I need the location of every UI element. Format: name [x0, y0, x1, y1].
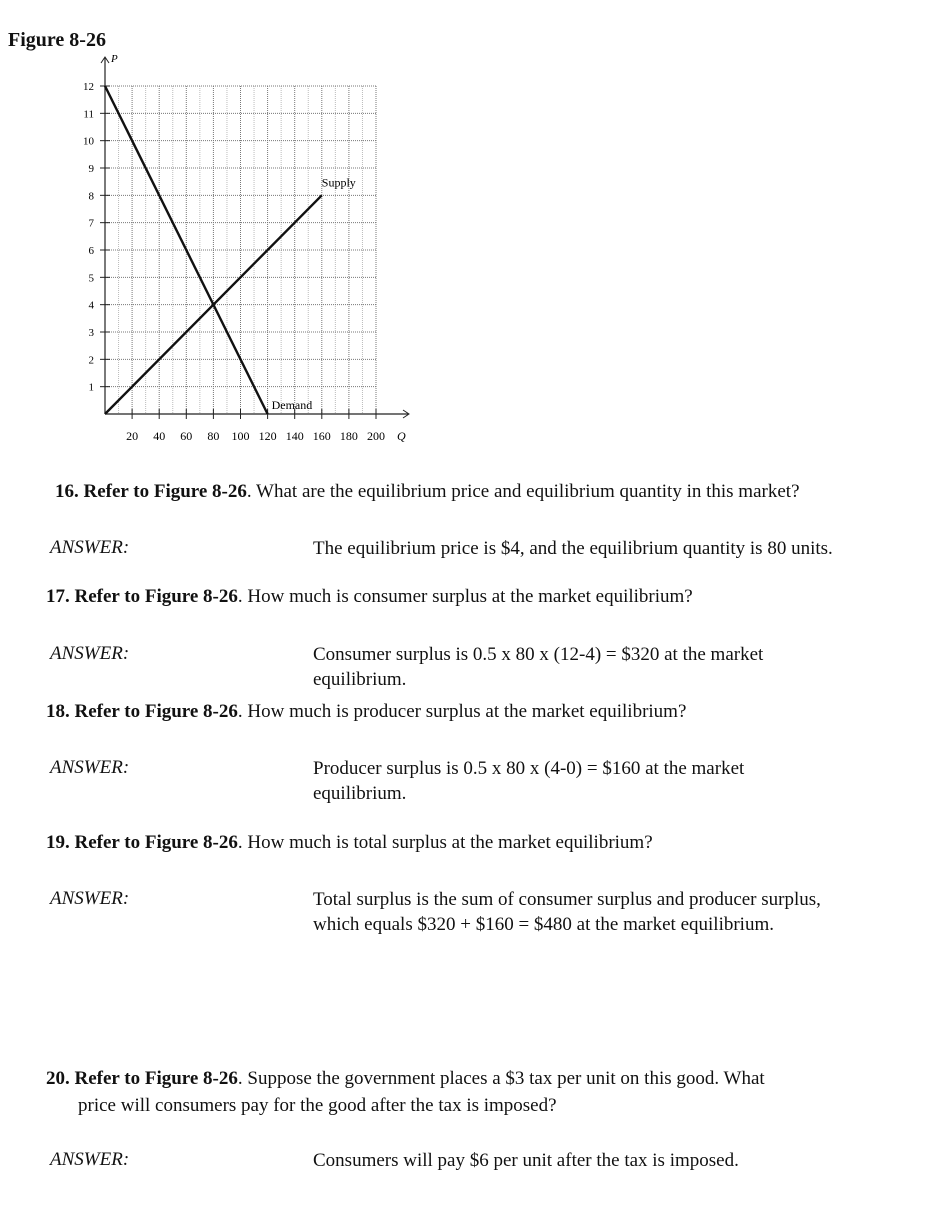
answer-text: [313, 1148, 739, 1173]
question-number: 19.: [46, 832, 70, 853]
question-text: . How much is total surplus at the market equilibrium?: [237, 832, 653, 853]
y-tick-label: 11: [83, 108, 94, 121]
series-label-demand: Demand: [271, 398, 313, 412]
question-ref: Refer to Figure 8-26: [74, 832, 238, 853]
answer-line: Total surplus is the sum of consumer surplus and producer surplus,: [313, 889, 821, 910]
question-20: [46, 1068, 765, 1090]
answer-line: which equals $320 + $160 = $480 at the market equilibrium.: [313, 914, 774, 935]
x-tick-label: 120: [258, 429, 277, 443]
answer-label: ANSWER:: [50, 1149, 130, 1170]
y-tick-label: 9: [88, 163, 94, 175]
question-18: [46, 701, 686, 723]
question-ref: Refer to Figure 8-26: [74, 701, 238, 722]
y-tick-label: 4: [88, 299, 94, 312]
question-text: . Suppose the government places a $3 tax per unit on this good. What: [237, 1068, 765, 1089]
question-ref: Refer to Figure 8-26: [74, 1068, 238, 1089]
question-16: [55, 481, 800, 503]
answer-line: Producer surplus is 0.5 x 80 x (4-0) = $160 at the market: [313, 758, 745, 779]
answer-label: ANSWER:: [50, 888, 130, 909]
x-tick-label: 160: [312, 429, 331, 443]
y-tick-label: 7: [88, 217, 94, 230]
series-label-supply: Supply: [321, 175, 356, 190]
question-number: 18.: [46, 701, 70, 722]
y-tick-label: 3: [88, 327, 94, 339]
y-tick-label: 10: [83, 135, 94, 148]
x-tick-label: 200: [367, 429, 385, 443]
x-tick-label: 140: [285, 429, 304, 443]
answer-line: The equilibrium price is $4, and the equilibrium quantity is 80 units.: [313, 538, 833, 559]
figure-title: Figure 8-26: [8, 29, 106, 51]
chart-grid: [105, 86, 376, 414]
answer-line: Consumer surplus is 0.5 x 80 x (12-4) = $320 at the market: [313, 644, 764, 665]
question-text: . What are the equilibrium price and equilibrium quantity in this market?: [246, 481, 800, 502]
x-tick-label: 180: [339, 429, 358, 443]
question-text-continued: price will consumers pay for the good after the tax is imposed?: [78, 1095, 557, 1116]
answer-label: ANSWER:: [50, 757, 130, 778]
question-17: [46, 586, 693, 608]
question-ref: Refer to Figure 8-26: [83, 481, 247, 502]
answer-text: [313, 642, 763, 692]
answer-text: [313, 887, 821, 937]
answer-label: ANSWER:: [50, 643, 130, 664]
x-tick-label: 60: [180, 429, 193, 443]
x-tick-label: 40: [153, 429, 166, 443]
answer-label: ANSWER:: [50, 537, 130, 558]
y-tick-label: 1: [88, 381, 94, 394]
question-text: . How much is producer surplus at the market equilibrium?: [237, 701, 687, 722]
question-number: 20.: [46, 1068, 70, 1089]
answer-text: [313, 536, 833, 561]
y-tick-label: 6: [88, 245, 94, 257]
y-tick-label: 8: [88, 190, 94, 203]
question-19: [46, 832, 653, 854]
chart-series: [105, 86, 356, 414]
y-axis-label: P: [111, 53, 118, 65]
question-text: . How much is consumer surplus at the market equilibrium?: [237, 586, 693, 607]
x-axis-label: Q: [397, 429, 406, 443]
answer-line: equilibrium.: [313, 669, 407, 690]
y-tick-label: 5: [88, 272, 94, 285]
answer-text: [313, 756, 744, 806]
question-ref: Refer to Figure 8-26: [74, 586, 238, 607]
answer-line: Consumers will pay $6 per unit after the tax is imposed.: [313, 1150, 739, 1171]
answer-line: equilibrium.: [313, 783, 407, 804]
x-tick-label: 100: [231, 429, 250, 443]
y-tick-label: 2: [88, 354, 94, 367]
y-tick-label: 12: [83, 81, 94, 93]
question-number: 16.: [55, 481, 79, 502]
x-tick-label: 20: [126, 429, 139, 443]
x-tick-label: 80: [207, 429, 220, 443]
question-number: 17.: [46, 586, 70, 607]
supply-demand-chart: [0, 0, 944, 460]
